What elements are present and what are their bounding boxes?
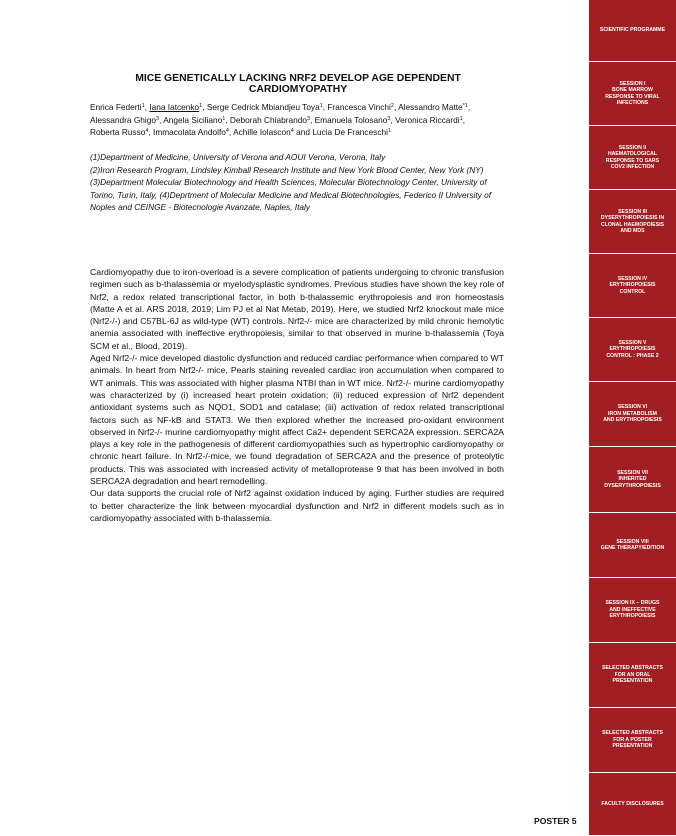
- author: [149, 102, 202, 112]
- nav-section-2[interactable]: SESSION II HAEMATOLOGICAL RESPONSE TO SARS COV2 INFECTION: [589, 126, 676, 190]
- author-name: Veronica Riccardi: [395, 114, 460, 125]
- author-affiliation-mark: 3: [306, 115, 311, 122]
- author: [90, 127, 148, 137]
- nav-section-7[interactable]: SESSION VII INHERITED DYSERYTHROPOIESIS: [589, 447, 676, 513]
- abstract-body: [90, 266, 504, 524]
- author: [327, 102, 394, 112]
- author-affiliation-mark: 1: [199, 103, 203, 109]
- author: [90, 102, 145, 112]
- author: [312, 127, 391, 137]
- author-name: Serge Cedrick Mbiandjeu Toya: [206, 102, 320, 112]
- affiliation: (1)Department of Medicine, University of Verona and AOUI Verona, Verona, Italy: [90, 152, 386, 162]
- author-name: Deborah Chiabrando: [229, 114, 307, 125]
- author-name: Lucia De Franceschi: [312, 127, 388, 138]
- author: [207, 102, 323, 112]
- abstract-paragraph: Our data supports the crucial role of Nrf2 against oxidation induced by aging. Further studies are required to better characterize the link between myocardial dysfunction and Nrf2 in different models such as in cardiomyopathy associated with b-thalassemia.: [90, 488, 504, 523]
- author-affiliation-mark: 3: [155, 115, 160, 122]
- author: [395, 115, 463, 125]
- author-affiliation-mark: 1: [141, 103, 145, 109]
- author-name: Alessandro Matte: [398, 102, 463, 112]
- author-affiliation-mark: 1: [319, 103, 323, 109]
- nav-section-4[interactable]: SESSION IV ERYTHROPOIESIS CONTROL: [589, 254, 676, 318]
- author-name: Achille Iolascon: [233, 127, 291, 138]
- nav-section-3[interactable]: SESSION III DYSERYTHROPOIESIS IN CLONAL HAEMOPOIESIS AND MDS: [589, 190, 676, 254]
- nav-section-5[interactable]: SESSION V ERYTHROPOIESIS CONTROL : PHASE 2: [589, 318, 676, 382]
- affiliation: (2)Iron Research Program, Lindsley Kimball Research Institute and New York Blood Center, New York (NY): [90, 164, 484, 175]
- abstract-paragraph: Aged Nrf2-/- mice developed diastolic dysfunction and reduced cardiac performance when compared to WT animals. In heart from Nrf2-/- mice, Pearls staining revealed cardiac iron accumulation when compared to WT animals. This was associated with higher plasma NTBI than in WT mice. Nrf2-/- murine cardiomyopathy was characterized by (i) increased heart protein oxidation; (ii) reduced expression of Nrf2 dependent antioxidant systems such as NQO1, SOD1 and catalase; (iii) activation of redox related transcriptional factors such as NF-kB and STAT3. We then explored whether the increased pro-oxidant environment observed in Nrf2-/- murine cardiomyopathy might affect Ca2+ dependent SERCA2A expression. SERCA2A plays a key role in the pathogenesis of different cardiomyopathies such as hypertrophic cardiomyopathy or chronic heart failure. In Nrf2-/-mice, we found degradation of SERCA2A and the presence of proteolytic products. This was associated with increased activity of metalloprotease 9 that has been involved in both SERCA2A degradation and heart remodelling.: [90, 353, 504, 487]
- author-conjunction: and: [296, 127, 310, 138]
- author-affiliation-mark: 1: [459, 115, 463, 122]
- affiliation: (3)Department Molecular Biotechnology and Health Sciences, Molecular Biotechnology Center, University of Torino, Turin, Italy, (4)Deprtment of Molecular Medicine and Medical Biotechnologies, Federico II University of Noples and CEINGE - Biotecnologie Avanzate, Naples, Italy: [90, 177, 492, 213]
- sidebar-nav: [589, 0, 676, 836]
- author-name: Alessandra Ghigo: [90, 114, 156, 125]
- author-affiliation-mark: 1: [222, 115, 226, 122]
- author: [90, 115, 159, 125]
- author-name: Iana Iatcenko: [149, 102, 200, 112]
- author-affiliation-mark: 2: [390, 103, 394, 109]
- author-name: Immacolata Andolfo: [153, 127, 226, 138]
- poster-number: POSTER 5: [534, 816, 577, 826]
- nav-section-6[interactable]: SESSION VI IRON METABOLISM AND ERYTHROPOIESIS: [589, 382, 676, 447]
- abstract-paragraph: Cardiomyopathy due to iron-overload is a severe complication of patients undergoing to chronic transfusion regimen such as b-thalassemia or myelodysplastic syndromes. Previous studies have shown the key role of Nrf2, a redox related transcriptional factor, in both b-thalassemic erythropoiesis and iron homeostasis (Matte A et al. ARS 2018, 2019; Lim PJ et al Nat Metab, 2019). Here, we studied Nrf2 knockout male mice (Nrf2-/-) and C57BL-6J as wild-type (WT) controls. Nrf2-/- mice are characterized by mild chronic hemolytic anemia associated with ineffective erythropoiesis, similar to that observed in murine b-thalassemia (Toya SCM et al., Blood, 2019).: [90, 267, 504, 351]
- abstract-title: MICE GENETICALLY LACKING NRF2 DEVELOP AGE DEPENDENT CARDIOMYOPATHY: [135, 73, 461, 95]
- author: [153, 127, 229, 137]
- author-name: Angela Siciliano: [163, 114, 223, 125]
- author: [163, 115, 225, 125]
- affiliation-list: [90, 151, 510, 214]
- author-name: Francesca Vinchi: [327, 102, 391, 112]
- author-affiliation-mark: 4: [145, 128, 149, 135]
- nav-section-1[interactable]: SESSION I BONE MARROW RESPONSE TO VIRAL INFECTIONS: [589, 62, 676, 126]
- author-list: Enrica Federti$^1$, Iana Iatcenko$^1$, Serge Cedrick Mbiandjeu Toya$^1$, Francesca Vinchi$^2$, Alessandro Matte$^{*1}$, Alessandra Ghigo$^3$, Angela Siciliano$^1$, Deborah Chiabrando$^3$, Emanuela Tolosano$^3$, Veronica Riccardi$^1$, Roberta Russo$^4$, Immacolata Andolfo$^4$, Achille Iolascon$^4$ and Lucia De Franceschi$^1$: [90, 102, 471, 138]
- author-affiliation-mark: *1: [462, 103, 468, 109]
- author-affiliation-mark: 4: [225, 128, 229, 135]
- author: [230, 115, 310, 125]
- nav-section-12[interactable]: FACULTY DISCLOSURES: [589, 773, 676, 836]
- author-affiliation-mark: 1: [387, 128, 392, 135]
- author: [233, 127, 294, 137]
- author: [315, 115, 391, 125]
- author: [398, 102, 468, 112]
- author-affiliation-mark: 3: [387, 115, 391, 122]
- author-name: Enrica Federti: [90, 102, 142, 112]
- nav-scientific-programme[interactable]: SCIENTIFIC PROGRAMME: [589, 0, 676, 62]
- nav-section-9[interactable]: SESSION IX – DRUGS AND INEFFECTIVE ERYTHROPOIESIS: [589, 578, 676, 643]
- author-name: Roberta Russo: [90, 127, 146, 138]
- nav-section-11[interactable]: SELECTED ABSTRACTS FOR A POSTER PRESENTATION: [589, 708, 676, 773]
- author-affiliation-mark: 4: [290, 128, 294, 135]
- author-name: Emanuela Tolosano: [314, 114, 388, 125]
- nav-section-10[interactable]: SELECTED ABSTRACTS FOR AN ORAL PRESENTATION: [589, 643, 676, 708]
- nav-section-8[interactable]: SESSION VIII GENE THERAPY/EDITION: [589, 513, 676, 578]
